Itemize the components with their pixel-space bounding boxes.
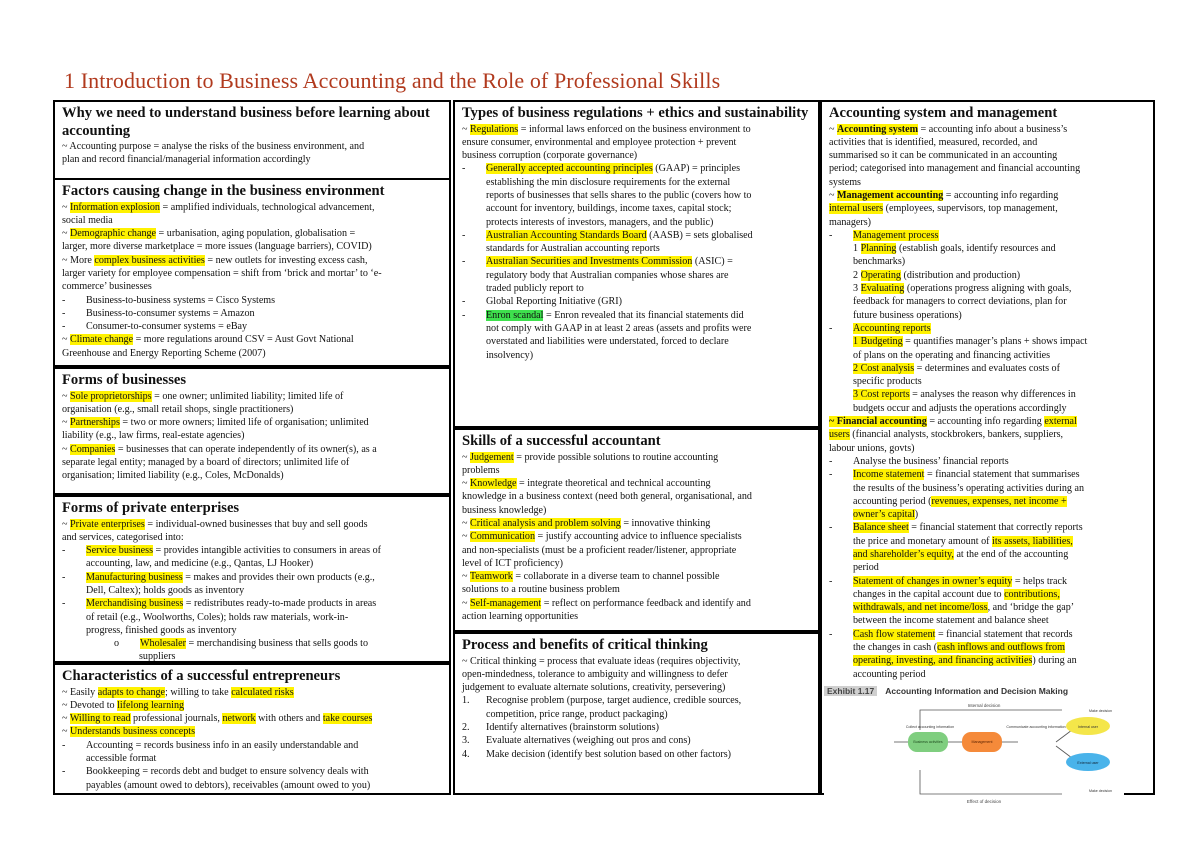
- text-line: larger, more diverse marketplace = more issues (language barriers), COVID): [62, 241, 372, 253]
- section-heading: Why we need to understand business before learning about accounting: [62, 105, 430, 139]
- text-line: ~ Self-management = reflect on performance feedback and identify and: [462, 597, 751, 609]
- text-line: operating, investing, and financing activities) during an: [853, 655, 1077, 667]
- text-line: internal users (employees, supervisors, top management,: [829, 203, 1058, 215]
- text-line: withdrawals, and net income/loss, and ‘bridge the gap’: [853, 602, 1075, 614]
- text-line: ~ Partnerships = two or more owners; limited life of organisation; unlimited: [62, 417, 369, 429]
- box-accountant-skills: [453, 428, 820, 632]
- text-line: problems: [462, 464, 500, 476]
- text-line: ~ Accounting purpose = analyse the risks of the business environment, and: [62, 141, 365, 152]
- text-line: ~ Climate change = more regulations around CSV = Aust Govt National: [62, 334, 354, 346]
- bullet-item: - Australian Accounting Standards Board (AASB) = sets globalised: [462, 229, 753, 241]
- text-line: 3 Cost reports = analyses the reason why differences in: [853, 389, 1076, 401]
- text-line: ~ Accounting system = accounting info about a business’s: [829, 123, 1068, 135]
- bullet-item: - Enron scandal = Enron revealed that its financial statements did: [462, 309, 744, 321]
- text-line: and shareholder’s equity, at the end of the accounting: [853, 549, 1069, 560]
- text-line: judgement to evaluate alternate solutions, creativity, persevering): [462, 682, 726, 694]
- text-line: progress, finished goods as inventory: [86, 624, 237, 636]
- box-factors-change: [53, 178, 451, 367]
- bullet-item: - Global Reporting Initiative (GRI): [462, 296, 622, 308]
- text-line: 1 Planning (establish goals, identify resources and: [853, 243, 1056, 255]
- text-line: liability (e.g., law firms, real-estate agencies): [62, 430, 245, 442]
- sub-bullet-item: o Wholesaler = merchandising business that sells goods to: [114, 638, 369, 650]
- text-line: ~ Companies = businesses that can operate independently of its owner(s), as a: [62, 443, 377, 455]
- bullet-item: - Consumer-to-consumer systems = eBay: [62, 321, 248, 333]
- text-line: standards for Australian accounting reports: [486, 243, 660, 255]
- numbered-item: 2. Identify alternatives (brainstorm solutions): [462, 721, 659, 733]
- text-line: period; categorised into management and financial accounting: [829, 163, 1081, 175]
- node4-label: Communicate accounting information: [1006, 725, 1066, 729]
- text-line: establishing the min disclosure requirements for the external: [486, 176, 731, 188]
- section-heading: Factors causing change in the business environment: [62, 183, 385, 199]
- out1-label: Internal user: [1078, 725, 1098, 729]
- text-line: ~ Devoted to lifelong learning: [62, 699, 185, 711]
- text-line: business knowledge): [462, 504, 547, 516]
- text-line: ~ Critical analysis and problem solving = innovative thinking: [462, 517, 711, 529]
- bullet-item: - Analyse the business’ financial reports: [829, 455, 1009, 467]
- text-line: action learning opportunities: [462, 611, 579, 623]
- text-line: ~ More complex business activities = new outlets for investing excess cash,: [62, 254, 368, 266]
- bullet-item: - Accounting = records business info in an easily understandable and: [62, 739, 359, 751]
- text-line: specific products: [853, 376, 922, 388]
- text-line: ~ Financial accounting = accounting info regarding external: [829, 416, 1077, 428]
- text-line: ~ Communication = justify accounting advice to influence specialists: [462, 531, 742, 543]
- feedback-bottom-line: [920, 770, 1062, 794]
- bullet-item: - Statement of changes in owner’s equity = helps track: [829, 575, 1068, 587]
- text-line: owner’s capital): [853, 509, 919, 521]
- section-heading: Process and benefits of critical thinking: [462, 637, 708, 653]
- text-line: accounting, law, and medicine (e.g., Qantas, LJ Hooker): [86, 558, 314, 570]
- text-line: ~ Easily adapts to change; willing to take calculated risks: [62, 686, 294, 698]
- text-line: account for inventory, buildings, income taxes, capital stock;: [486, 203, 732, 215]
- text-line: Greenhouse and Energy Reporting Scheme (2007): [62, 347, 266, 359]
- box-entrepreneur-characteristics: [53, 663, 451, 795]
- text-line: level of ICT proficiency): [462, 557, 563, 569]
- box-forms-of-businesses: [53, 367, 451, 495]
- section-heading: Accounting system and management: [829, 105, 1058, 121]
- text-line: insolvency): [486, 349, 534, 361]
- node3-label: Management: [971, 740, 993, 744]
- exhibit-tag: Exhibit 1.17: [824, 686, 877, 696]
- text-line: summarised so it can be communicated in an accounting: [829, 150, 1058, 162]
- bullet-item: - Manufacturing business = makes and provides their own products (e.g.,: [62, 571, 375, 583]
- text-line: ~ Information explosion = amplified individuals, technological advancement,: [62, 201, 375, 213]
- bottom-label: Effect of decision: [966, 799, 1002, 804]
- bullet-item: - Income statement = financial statement that summarises: [829, 469, 1080, 481]
- flow-arrow: [1056, 746, 1072, 758]
- text-line: the changes in cash (cash inflows and outflows from: [853, 642, 1065, 654]
- text-line: payables (amount owed to debtors), receivables (amount owed to you): [86, 779, 371, 791]
- bullet-item: - Merchandising business = redistributes ready-to-made products in areas: [62, 598, 377, 610]
- exhibit-figure: [824, 686, 1124, 806]
- exhibit-header: [824, 686, 1124, 696]
- text-line: managers): [829, 216, 872, 228]
- text-line: 2 Cost analysis = determines and evaluates costs of: [853, 362, 1060, 374]
- numbered-item: 1. Recognise problem (purpose, target audience, credible sources,: [462, 695, 742, 707]
- section-heading: Forms of businesses: [62, 372, 187, 388]
- bullet-item: - Bookkeeping = records debt and budget to ensure solvency deals with: [62, 766, 369, 778]
- text-line: business corruption (corporate governance): [462, 150, 638, 162]
- bullet-item: - Australian Securities and Investments Commission (ASIC) =: [462, 256, 733, 268]
- text-line: period: [853, 562, 879, 574]
- text-line: ~ Private enterprises = individual-owned businesses that buy and sell goods: [62, 518, 368, 530]
- numbered-item: 3. Evaluate alternatives (weighing out pros and cons): [462, 735, 691, 747]
- text-line: ~ Management accounting = accounting info regarding: [829, 189, 1059, 201]
- box-private-enterprises: [53, 495, 451, 663]
- text-line: reports of businesses that sells shares to the public (covers how to: [486, 189, 752, 201]
- text-line: changes in the capital account due to contributions,: [853, 588, 1060, 600]
- top-label: Internal decision: [967, 703, 1001, 708]
- text-line: Dell, Caltex); holds goods as inventory: [86, 584, 245, 596]
- text-line: competition, price range, product packaging): [486, 708, 668, 720]
- text-line: ~ Understands business concepts: [62, 726, 196, 738]
- text-line: the results of the business’s operating activities during an: [853, 482, 1084, 494]
- text-line: between the income statement and balance sheet: [853, 615, 1049, 627]
- text-line: users (financial analysts, stockbrokers, bankers, suppliers,: [829, 429, 1064, 441]
- node1-label: Business activities: [913, 740, 943, 744]
- text-line: traded publicly report to: [486, 283, 584, 295]
- bullet-item: - Generally accepted accounting principles (GAAP) = principles: [462, 163, 741, 175]
- text-line: 3 Evaluating (operations progress aligning with goals,: [853, 283, 1072, 295]
- text-line: protects interests of investors, managers, and the public): [486, 216, 714, 228]
- text-line: overstated and liabilities were understated, forced to declare: [486, 336, 729, 348]
- text-line: larger variety for employee compensation = shift from ‘brick and mortar’ to ‘e-: [62, 267, 382, 279]
- text-line: organisation (e.g., small retail shops, single practitioners): [62, 403, 294, 415]
- flow-arrow: [1056, 730, 1072, 742]
- top-right-label: Make decision: [1089, 709, 1112, 713]
- text-line: open-mindedness, tolerance to ambiguity and willingness to defer: [462, 668, 728, 680]
- text-line: social media: [62, 214, 113, 226]
- text-line: not comply with GAAP in at least 2 areas (assets and profits were: [486, 322, 752, 334]
- text-line: ~ Critical thinking = process that evaluate ideas (requires objectivity,: [462, 655, 741, 667]
- text-line: solutions to a routine business problem: [462, 584, 620, 596]
- text-line: ~ Demographic change = urbanisation, aging population, globalisation =: [62, 228, 356, 240]
- text-line: ~ Judgement = provide possible solutions to routine accounting: [462, 451, 719, 463]
- text-line: ~ Willing to read professional journals, network with others and take courses: [62, 713, 373, 725]
- text-line: ~ Sole proprietorships = one owner; unlimited liability; limited life of: [62, 390, 344, 402]
- bullet-item: - Balance sheet = financial statement that correctly reports: [829, 522, 1083, 534]
- text-line: organisation; limited liability (e.g., Coles, McDonalds): [62, 470, 284, 482]
- box-business-regulations: [453, 100, 820, 428]
- bullet-item: - Business-to-business systems = Cisco Systems: [62, 294, 276, 306]
- bullet-item: - Business-to-consumer systems = Amazon: [62, 307, 255, 319]
- decision-flow-diagram: [824, 700, 1124, 806]
- text-line: labour unions, govts): [829, 442, 915, 454]
- text-line: 1 Budgeting = quantifies manager’s plans + shows impact: [853, 336, 1088, 348]
- page-title: 1 Introduction to Business Accounting and the Role of Professional Skills: [64, 68, 721, 93]
- text-line: of retail (e.g., Woolworths, Coles); holds raw materials, work-in-: [86, 611, 349, 623]
- text-line: separate legal entity; managed by a board of directors; unlimited life of: [62, 456, 350, 468]
- exhibit-title: Accounting Information and Decision Making: [885, 686, 1069, 696]
- text-line: ~ Regulations = informal laws enforced on the business environment to: [462, 123, 751, 135]
- out2-label: External user: [1077, 761, 1099, 765]
- bullet-item: - Accounting reports: [829, 322, 931, 334]
- section-heading: Types of business regulations + ethics and sustainability: [462, 105, 809, 121]
- text-line: feedback for managers to correct deviations, plan for: [853, 296, 1067, 308]
- bullet-item: - Management process: [829, 229, 939, 241]
- text-line: knowledge in a business context (need both general, organisational, and: [462, 491, 752, 503]
- bullet-item: - Service business = provides intangible activities to consumers in areas of: [62, 545, 381, 557]
- text-line: plan and record financial/managerial information accordingly: [62, 154, 311, 166]
- text-line: regulatory body that Australian companies whose shares are: [486, 269, 729, 281]
- text-line: systems: [829, 176, 861, 188]
- text-line: ~ Teamwork = collaborate in a diverse team to channel possible: [462, 571, 720, 583]
- text-line: ensure consumer, environmental and employee protection + prevent: [462, 136, 737, 148]
- text-line: activities that is identified, measured, recorded, and: [829, 136, 1038, 148]
- text-line: accessible format: [86, 752, 157, 764]
- box-critical-thinking: [453, 632, 820, 795]
- text-line: ~ Knowledge = integrate theoretical and technical accounting: [462, 478, 711, 490]
- text-line: budgets occur and adjusts the operations accordingly: [853, 402, 1067, 414]
- box-why-understand-business: [53, 100, 451, 180]
- bottom-right-label: Make decision: [1089, 789, 1112, 793]
- text-line: and services, categorised into:: [62, 531, 184, 543]
- text-line: benchmarks): [853, 256, 906, 268]
- text-line: 2 Operating (distribution and production): [853, 269, 1021, 281]
- section-heading: Forms of private enterprises: [62, 500, 240, 516]
- text-line: accounting period: [853, 668, 926, 680]
- text-line: future business operations): [853, 309, 962, 321]
- bullet-item: - Cash flow statement = financial statement that records: [829, 628, 1073, 640]
- text-line: suppliers: [139, 651, 176, 663]
- text-line: commerce’ businesses: [62, 281, 152, 293]
- text-line: of plans on the operating and financing activities: [853, 349, 1051, 361]
- section-heading: Characteristics of a successful entrepreneurs: [62, 668, 341, 684]
- text-line: accounting period (revenues, expenses, net income +: [853, 495, 1067, 507]
- numbered-item: 4. Make decision (identify best solution based on other factors): [462, 748, 731, 760]
- section-heading: Skills of a successful accountant: [462, 433, 661, 449]
- node2-label: Collect accounting information: [905, 725, 955, 729]
- text-line: the price and monetary amount of its assets, liabilities,: [853, 535, 1073, 547]
- text-line: and non-specialists (must be a proficient reader/listener, appropriate: [462, 544, 737, 556]
